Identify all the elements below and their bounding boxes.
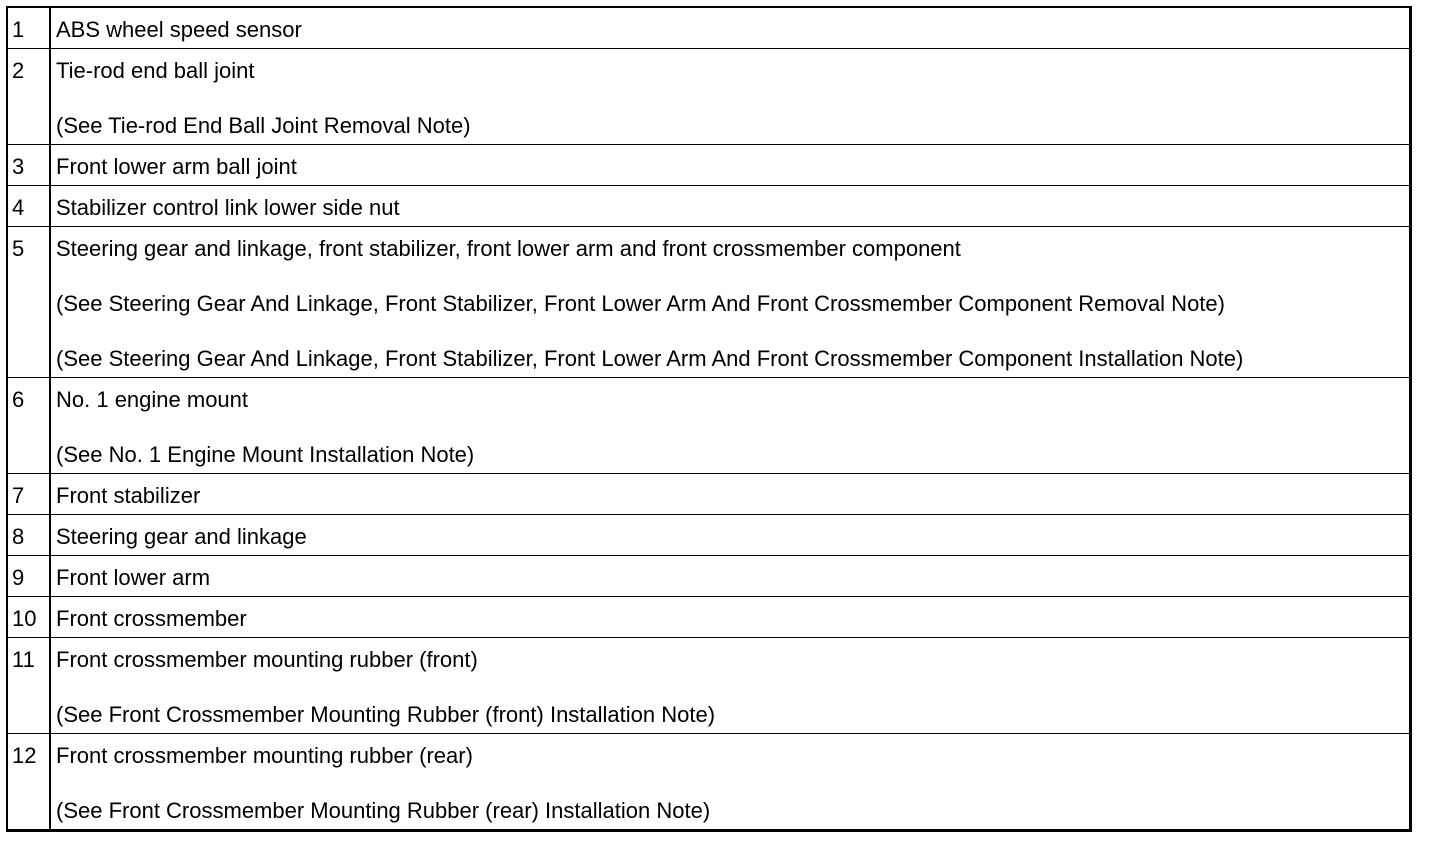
item-number: 10 (8, 597, 50, 638)
item-note: (See Tie-rod End Ball Joint Removal Note) (56, 113, 471, 138)
item-description (50, 515, 1409, 556)
item-number: 5 (8, 227, 50, 378)
item-name: ABS wheel speed sensor (56, 17, 302, 42)
item-name: Tie-rod end ball joint (56, 58, 255, 83)
item-name: Front crossmember (56, 606, 247, 631)
item-name: Front crossmember mounting rubber (front) (56, 647, 478, 672)
parts-table-body (8, 8, 1409, 829)
item-note: (See Front Crossmember Mounting Rubber (front) Installation Note) (56, 702, 716, 727)
item-description (50, 474, 1409, 515)
item-note: (See Front Crossmember Mounting Rubber (rear) Installation Note) (56, 798, 711, 823)
item-name: Front stabilizer (56, 483, 201, 508)
table-row (8, 186, 1409, 227)
item-number: 3 (8, 145, 50, 186)
table-row (8, 227, 1409, 378)
table-row (8, 638, 1409, 734)
item-description (50, 734, 1409, 830)
item-description (50, 556, 1409, 597)
item-name: Stabilizer control link lower side nut (56, 195, 400, 220)
item-number: 1 (8, 8, 50, 49)
item-note: (See Steering Gear And Linkage, Front Stabilizer, Front Lower Arm And Front Crossmember Component Installation Note) (56, 346, 1244, 371)
table-row (8, 8, 1409, 49)
item-number: 2 (8, 49, 50, 145)
item-name: Front lower arm (56, 565, 211, 590)
item-description (50, 186, 1409, 227)
item-number: 11 (8, 638, 50, 734)
item-note: (See No. 1 Engine Mount Installation Note) (56, 442, 475, 467)
table-row (8, 474, 1409, 515)
item-name: Steering gear and linkage, front stabilizer, front lower arm and front crossmember component (56, 236, 961, 261)
item-number: 9 (8, 556, 50, 597)
item-description (50, 145, 1409, 186)
item-description (50, 378, 1409, 474)
item-name: Steering gear and linkage (56, 524, 307, 549)
table-row (8, 515, 1409, 556)
table-row (8, 734, 1409, 830)
item-description (50, 49, 1409, 145)
item-number: 6 (8, 378, 50, 474)
item-note: (See Steering Gear And Linkage, Front Stabilizer, Front Lower Arm And Front Crossmember Component Removal Note) (56, 291, 1225, 316)
table-row (8, 556, 1409, 597)
parts-legend (6, 6, 1412, 832)
item-number: 7 (8, 474, 50, 515)
parts-table (8, 8, 1409, 829)
table-row (8, 597, 1409, 638)
item-description (50, 227, 1409, 378)
item-description (50, 8, 1409, 49)
item-name: Front lower arm ball joint (56, 154, 297, 179)
table-row (8, 145, 1409, 186)
item-description (50, 597, 1409, 638)
item-number: 12 (8, 734, 50, 830)
table-row (8, 378, 1409, 474)
item-name: Front crossmember mounting rubber (rear) (56, 743, 473, 768)
table-row (8, 49, 1409, 145)
item-name: No. 1 engine mount (56, 387, 249, 412)
item-number: 4 (8, 186, 50, 227)
item-number: 8 (8, 515, 50, 556)
item-description (50, 638, 1409, 734)
